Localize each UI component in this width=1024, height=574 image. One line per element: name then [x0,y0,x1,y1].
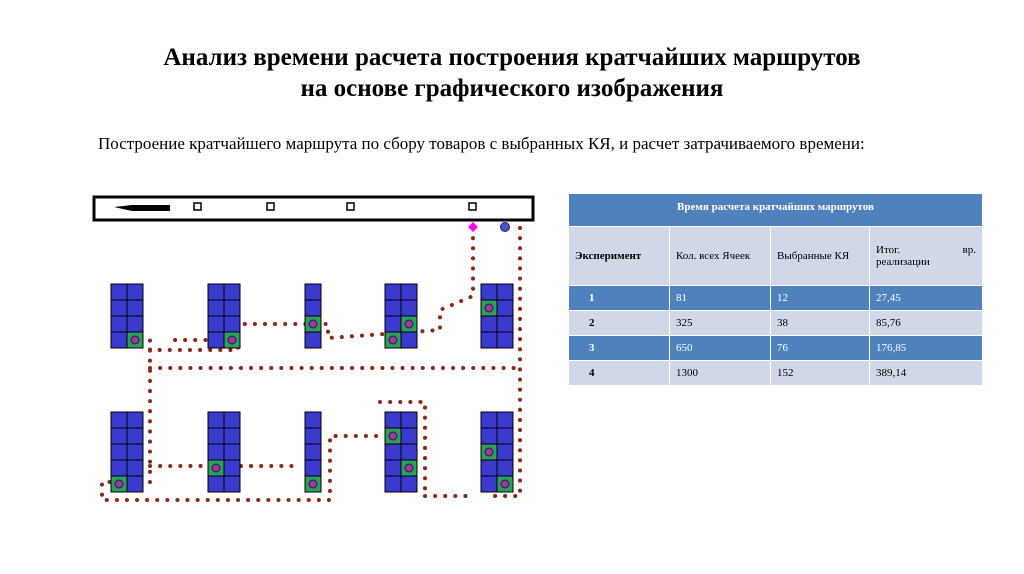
storage-cell [401,300,417,316]
table-row [569,361,982,386]
cell-selected: 152 [771,361,870,386]
conveyor [94,197,533,220]
storage-cell [208,300,224,316]
title-line-2: на основе графического изображения [300,75,724,102]
storage-cell [401,444,417,460]
storage-cell [111,412,127,428]
cell-experiment: 4 [569,361,670,386]
cell-selected: 38 [771,311,870,336]
racks [111,284,513,492]
storage-cell [111,460,127,476]
storage-cell [127,284,143,300]
pick-point-icon [228,336,236,344]
storage-cell [224,300,240,316]
storage-cell [224,316,240,332]
storage-cell [224,284,240,300]
storage-cell [208,476,224,492]
storage-cell [497,316,513,332]
storage-cell [111,284,127,300]
storage-cell [385,460,401,476]
cell-time: 389,14 [870,361,983,386]
storage-cell [208,284,224,300]
storage-cell [305,444,321,460]
cell-cells-total: 81 [670,286,771,311]
table-header-row [569,227,982,286]
storage-cell [111,300,127,316]
slide-title [0,42,1024,104]
rack [481,284,513,348]
storage-cell [127,428,143,444]
slide-subtitle: Построение кратчайшего маршрута по сбору товаров с выбранных КЯ, и расчет затрачиваемого времени: [98,134,865,153]
storage-cell [481,316,497,332]
storage-cell [497,284,513,300]
rack [305,412,321,492]
storage-cell [224,476,240,492]
cell-experiment: 3 [569,336,670,361]
storage-cell [481,412,497,428]
storage-cell [481,460,497,476]
end-point-icon [501,223,510,232]
warehouse-route-diagram [88,190,548,520]
col-time [870,227,983,286]
storage-cell [497,332,513,348]
storage-cell [208,412,224,428]
storage-cell [305,284,321,300]
col-time-vr: вр. [962,244,976,256]
storage-cell [224,444,240,460]
rack [111,284,143,348]
storage-cell [224,460,240,476]
storage-cell [401,332,417,348]
col-time-itog: Итог. [876,244,901,256]
storage-cell [385,444,401,460]
storage-cell [305,412,321,428]
cell-cells-total: 325 [670,311,771,336]
storage-cell [481,428,497,444]
table-row [569,311,982,336]
storage-cell [111,332,127,348]
storage-cell [401,428,417,444]
storage-cell [208,316,224,332]
storage-cell [111,316,127,332]
pick-point-icon [485,304,493,312]
table-caption-row [569,194,982,227]
rack [305,284,321,348]
table-row [569,336,982,361]
storage-cell [401,412,417,428]
storage-cell [385,300,401,316]
rack [208,284,240,348]
storage-cell [224,428,240,444]
cell-selected: 76 [771,336,870,361]
storage-cell [481,476,497,492]
start-point-icon [468,222,478,232]
cell-time: 85,76 [870,311,983,336]
storage-cell [481,332,497,348]
cell-experiment: 2 [569,311,670,336]
pick-point-icon [405,320,413,328]
cell-time: 176,85 [870,336,983,361]
storage-cell [385,412,401,428]
storage-cell [208,332,224,348]
storage-cell [127,412,143,428]
storage-cell [127,460,143,476]
title-line-1: Анализ времени расчета построения кратчайших маршрутов [163,44,861,71]
storage-cell [401,284,417,300]
storage-cell [305,332,321,348]
table-row [569,286,982,311]
storage-cell [497,460,513,476]
pick-point-icon [115,480,123,488]
storage-cell [127,316,143,332]
pick-point-icon [485,448,493,456]
storage-cell [127,476,143,492]
col-cells-total: Кол. всех Ячеек [670,227,771,286]
storage-cell [385,476,401,492]
cell-cells-total: 650 [670,336,771,361]
storage-cell [385,316,401,332]
rack [111,412,143,492]
storage-cell [111,428,127,444]
storage-cell [497,300,513,316]
storage-cell [305,300,321,316]
cell-time: 27,45 [870,286,983,311]
storage-cell [305,428,321,444]
rack [208,412,240,492]
cell-selected: 12 [771,286,870,311]
results-table [569,194,982,385]
col-selected: Выбранные КЯ [771,227,870,286]
pick-point-icon [309,480,317,488]
pick-point-icon [212,464,220,472]
storage-cell [127,444,143,460]
storage-cell [385,284,401,300]
pick-point-icon [131,336,139,344]
storage-cell [111,444,127,460]
storage-cell [208,428,224,444]
col-time-realization: реализации [876,256,930,268]
storage-cell [497,444,513,460]
storage-cell [401,476,417,492]
storage-cell [481,284,497,300]
rack [385,284,417,348]
storage-cell [208,444,224,460]
pick-point-icon [405,464,413,472]
table-caption: Время расчета кратчайших маршрутов [569,194,982,227]
cell-experiment: 1 [569,286,670,311]
storage-cell [497,412,513,428]
rack [385,412,417,492]
pick-point-icon [309,320,317,328]
storage-cell [224,412,240,428]
route-endpoints [468,222,510,232]
col-experiment: Эксперимент [569,227,670,286]
storage-cell [305,460,321,476]
pick-point-icon [501,480,509,488]
pick-point-icon [389,432,397,440]
pick-point-icon [389,336,397,344]
cell-cells-total: 1300 [670,361,771,386]
storage-cell [127,300,143,316]
rack [481,412,513,492]
storage-cell [497,428,513,444]
